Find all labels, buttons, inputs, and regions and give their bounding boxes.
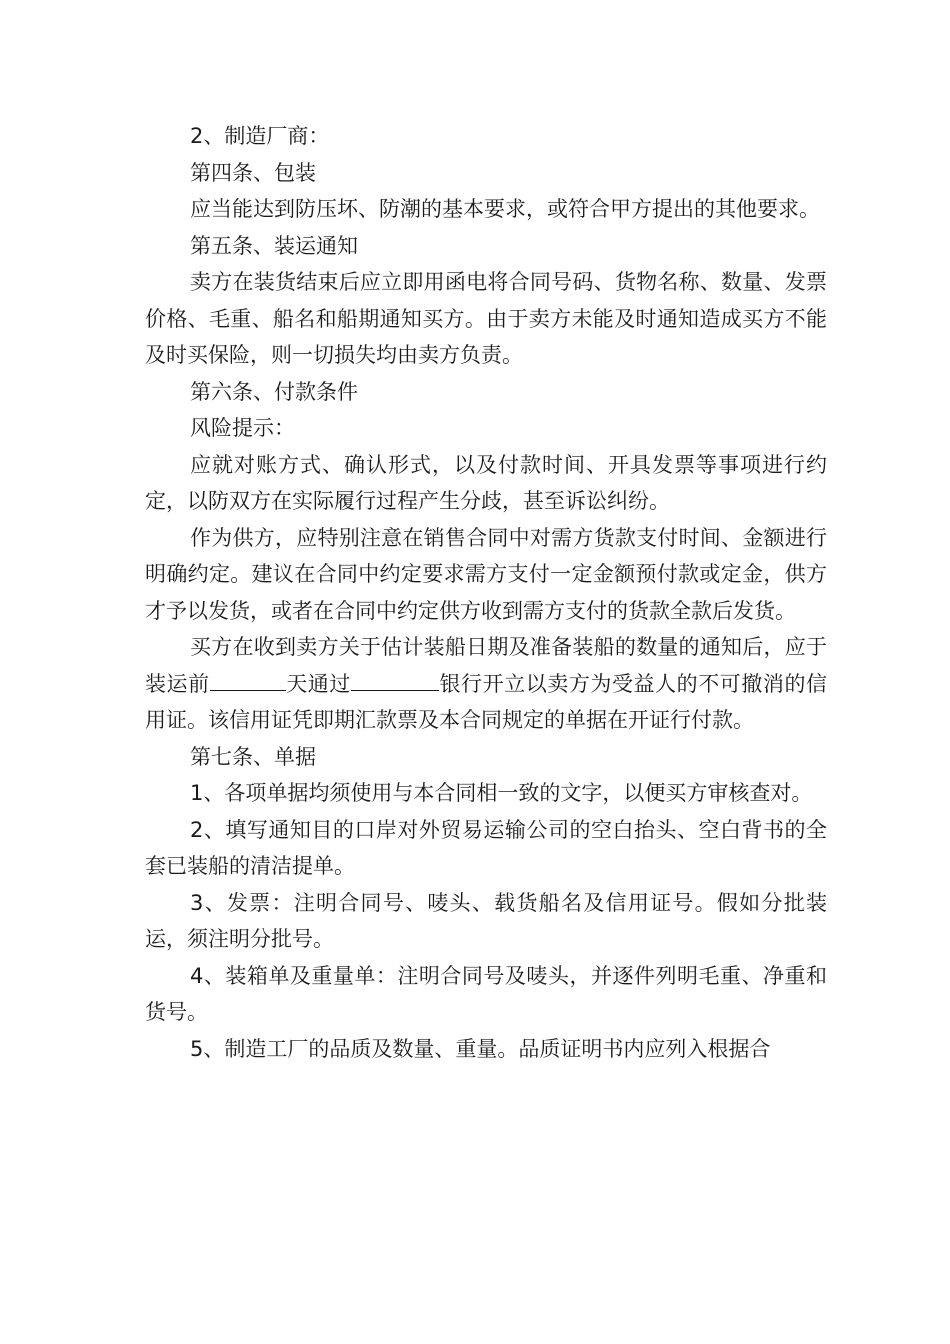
heading-article-7-documents: 第七条、单据 <box>190 744 316 769</box>
paragraph-documents-item-2: 2、填写通知目的口岸对外贸易运输公司的空白抬头、空白背书的全套已装船的清洁提单。 <box>145 817 827 878</box>
paragraph-risk-warning-text: 应就对账方式、确认形式，以及付款时间、开具发票等事项进行约定，以防双方在实际履行过程产生分歧，甚至诉讼纠纷。 <box>145 452 827 513</box>
days-blank-field[interactable] <box>210 668 286 691</box>
paragraph-documents-item-1: 1、各项单据均须使用与本合同相一致的文字，以便买方审核查对。 <box>190 781 813 805</box>
paragraph-risk-warning-label: 风险提示： <box>190 416 295 440</box>
bank-blank-field[interactable] <box>351 668 439 691</box>
paragraph-documents-item-3: 3、发票：注明合同号、唛头、载货船名及信用证号。假如分批装运，须注明分批号。 <box>145 890 827 951</box>
heading-article-5-shipping-notice: 第五条、装运通知 <box>190 233 358 258</box>
paragraph-packaging-requirements: 应当能达到防压坏、防潮的基本要求，或符合甲方提出的其他要求。 <box>190 197 820 221</box>
paragraph-manufacturer: 2、制造厂商： <box>190 124 330 148</box>
lc-text-part1: 买方在收到卖方关于估计装船日期及准备装船的数量的通知后，应于装运前 <box>145 635 827 696</box>
paragraph-documents-item-4: 4、装箱单及重量单：注明合同号及唛头，并逐件列明毛重、净重和货号。 <box>145 963 827 1024</box>
heading-article-4-packaging: 第四条、包装 <box>190 160 316 185</box>
paragraph-documents-item-5: 5、制造工厂的品质及数量、重量。品质证明书内应列入根据合 <box>190 1036 771 1061</box>
heading-article-6-payment-terms: 第六条、付款条件 <box>190 379 358 404</box>
paragraph-shipping-notice: 卖方在装货结束后应立即用函电将合同号码、货物名称、数量、发票价格、毛重、船名和船期通知买方。由于卖方未能及时通知造成买方不能及时买保险，则一切损失均由卖方负责。 <box>145 270 827 367</box>
document-body <box>145 118 827 1067</box>
paragraph-letter-of-credit <box>145 629 827 739</box>
lc-text-part2: 天通过 <box>285 671 351 696</box>
paragraph-supplier-advice: 作为供方，应特别注意在销售合同中对需方货款支付时间、金额进行明确约定。建议在合同中约定要求需方支付一定金额预付款或定金，供方才予以发货，或者在合同中约定供方收到需方支付的货款全款后发货。 <box>145 525 827 623</box>
lc-text-part3: 银行开立以卖方为受益人的不可撤消的信用证。该信用证凭即期汇款票及本合同规定的单据在开证行付款。 <box>145 671 828 732</box>
